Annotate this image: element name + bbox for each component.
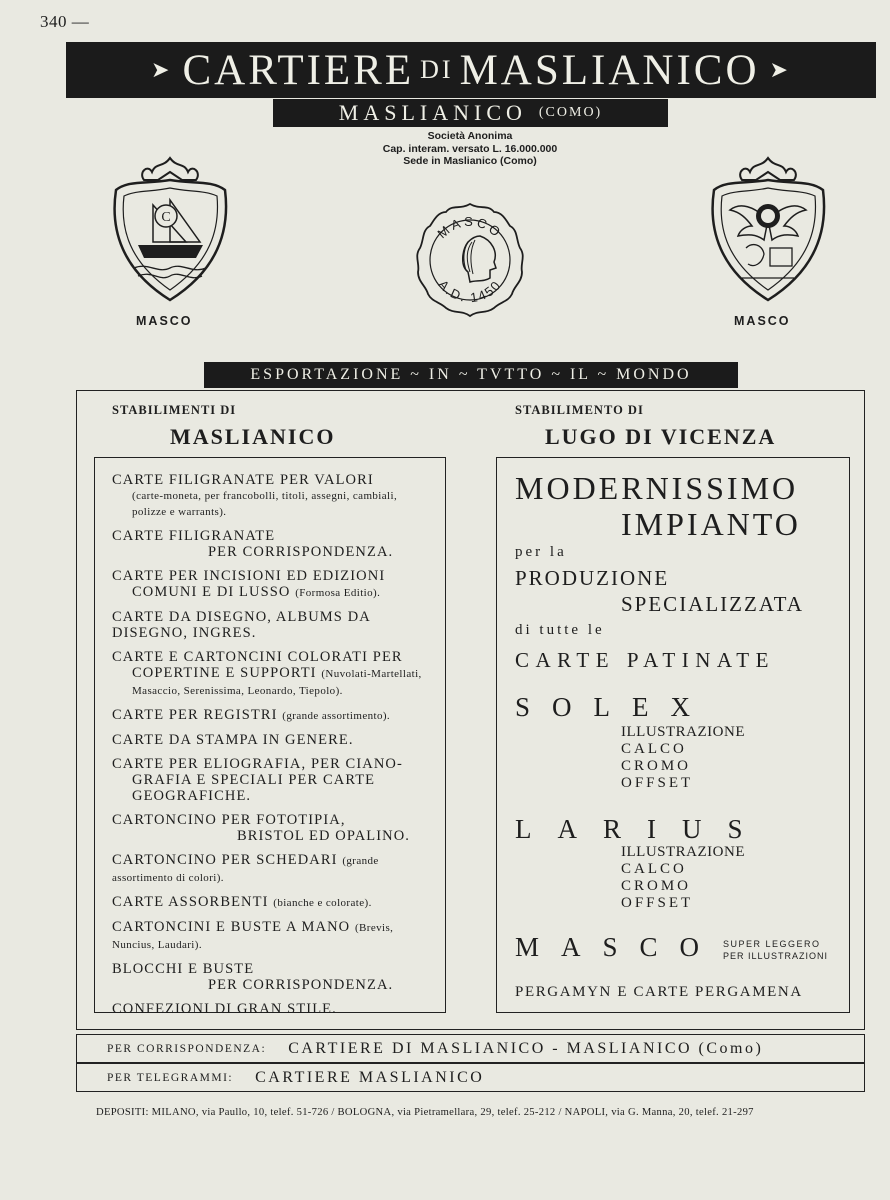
masco-note-1: SUPER LEGGERO bbox=[723, 939, 821, 949]
subtitle-banner bbox=[273, 99, 668, 127]
impianto-text: IMPIANTO bbox=[621, 506, 801, 542]
title-part1: CARTIERE bbox=[182, 46, 415, 94]
list-item: CARTONCINI E BUSTE A MANO (Brevis, Nuncius, Laudari). bbox=[112, 919, 394, 951]
list-item: CARTE ASSORBENTI (bianche e colorate). bbox=[112, 894, 372, 910]
correspondence-label: PER CORRISPONDENZA: bbox=[107, 1042, 267, 1055]
company-line-2: Cap. interam. versato L. 16.000.000 bbox=[382, 142, 558, 155]
subtitle-text: MASLIANICO bbox=[338, 100, 527, 125]
larius-item: CROMO bbox=[621, 878, 692, 894]
list-item: CARTE PER REGISTRI (grande assortimento). bbox=[112, 707, 391, 723]
list-item: CARTE PER INCISIONI ED EDIZIONI COMUNI E DI LUSSO (Formosa Editio). bbox=[112, 568, 386, 600]
list-item: CARTE FILIGRANATE PER CORRISPONDENZA. bbox=[112, 528, 394, 560]
list-item: CARTONCINO PER FOTOTIPIA, BRISTOL ED OPALINO. bbox=[112, 812, 411, 844]
modernissimo-text: MODERNISSIMO bbox=[515, 470, 799, 506]
export-banner: ESPORTAZIONE ~ IN ~ TVTTO ~ IL ~ MONDO bbox=[204, 362, 738, 388]
telegram-label: PER TELEGRAMMI: bbox=[107, 1071, 234, 1084]
list-item: CARTONCINO PER SCHEDARI (grande assortimento di colori). bbox=[112, 852, 379, 884]
right-heading-big: LUGO DI VICENZA bbox=[545, 424, 777, 449]
company-line-1: Società Anonima bbox=[427, 130, 513, 142]
svg-text:MASCO bbox=[434, 214, 505, 241]
list-item: CARTE E CARTONCINI COLORATI PER COPERTINE E SUPPORTI (Nuvolati-Martellati, Masaccio, Serenissima, Leonardo, Tiepolo). bbox=[112, 649, 422, 697]
specializzata-text: SPECIALIZZATA bbox=[621, 592, 804, 616]
solex-item: CALCO bbox=[621, 741, 687, 757]
list-item: CARTE PER ELIOGRAFIA, PER CIANO- GRAFIA E SPECIALI PER CARTE GEOGRAFICHE. bbox=[112, 756, 403, 804]
telegram-value: CARTIERE MASLIANICO bbox=[255, 1068, 485, 1086]
right-crest-label: MASCO bbox=[734, 314, 791, 328]
left-heading-small: STABILIMENTI DI bbox=[112, 403, 237, 417]
ornament-right-icon: ➤ bbox=[769, 57, 791, 82]
page-number: 340 — bbox=[40, 12, 90, 31]
correspondence-row bbox=[76, 1034, 865, 1063]
subtitle-como: (COMO) bbox=[538, 105, 603, 120]
correspondence-value: CARTIERE DI MASLIANICO - MASLIANICO (Como) bbox=[288, 1039, 764, 1057]
seal-text-top: MASCO bbox=[434, 214, 506, 242]
list-item: CARTE DA STAMPA IN GENERE. bbox=[112, 732, 354, 748]
carte-patinate-text: CARTE PATINATE bbox=[515, 648, 775, 672]
di-tutte-le-text: di tutte le bbox=[515, 622, 605, 638]
masco-seal-icon bbox=[410, 200, 530, 325]
seal-text-bottom: A.D. 1450 bbox=[435, 276, 505, 306]
depositi-line: DEPOSITI: MILANO, via Paullo, 10, telef. 51-726 / BOLOGNA, via Pietramellara, 29, telef. 25-212 / NAPOLI, via G. Manna, 20, telef. 21-297 bbox=[96, 1107, 754, 1118]
solex-brand: SOLEX bbox=[515, 692, 712, 722]
larius-brand: LARIUS bbox=[515, 814, 769, 844]
maslianico-products-box bbox=[94, 457, 446, 1017]
solex-item: OFFSET bbox=[621, 775, 694, 791]
list-item: CARTE DA DISEGNO, ALBUMS DA DISEGNO, INGRES. bbox=[112, 609, 371, 641]
produzione-text: PRODUZIONE bbox=[515, 566, 670, 590]
right-heading-small: STABILIMENTO DI bbox=[515, 403, 644, 417]
ornament-left-icon: ➤ bbox=[151, 57, 173, 82]
list-item: CONFEZIONI DI GRAN STILE. bbox=[112, 1001, 337, 1017]
title-part2: MASLIANICO bbox=[459, 46, 760, 94]
list-item: CARTE FILIGRANATE PER VALORI (carte-moneta, per francobolli, titoli, assegni, cambiali, polizze e warrants). bbox=[112, 472, 398, 518]
larius-item: OFFSET bbox=[621, 895, 694, 911]
masco-note-2: PER ILLUSTRAZIONI bbox=[723, 951, 829, 961]
larius-item: CALCO bbox=[621, 861, 687, 877]
pergamyn-text: PERGAMYN E CARTE PERGAMENA bbox=[515, 984, 803, 1000]
winged-lion-crest-icon bbox=[706, 150, 831, 305]
left-heading-big: MASLIANICO bbox=[170, 424, 336, 449]
title-di: DI bbox=[420, 55, 454, 84]
ship-shield-crest-icon bbox=[108, 150, 233, 305]
list-item: BLOCCHI E BUSTE PER CORRISPONDENZA. bbox=[112, 961, 394, 993]
company-info bbox=[320, 130, 620, 168]
lugo-products-box bbox=[496, 457, 850, 1013]
solex-item: CROMO bbox=[621, 758, 692, 774]
left-crest-label: MASCO bbox=[136, 314, 193, 328]
crest-letter: C bbox=[161, 210, 171, 225]
per-la-text: per la bbox=[515, 544, 567, 560]
company-line-3: Sede in Maslianico (Como) bbox=[403, 155, 537, 167]
telegram-row bbox=[76, 1063, 865, 1092]
title-banner bbox=[66, 42, 876, 98]
larius-item: ILLUSTRAZIONE bbox=[621, 844, 745, 860]
masco-brand: MASCO bbox=[515, 932, 722, 962]
solex-item: ILLUSTRAZIONE bbox=[621, 724, 745, 740]
